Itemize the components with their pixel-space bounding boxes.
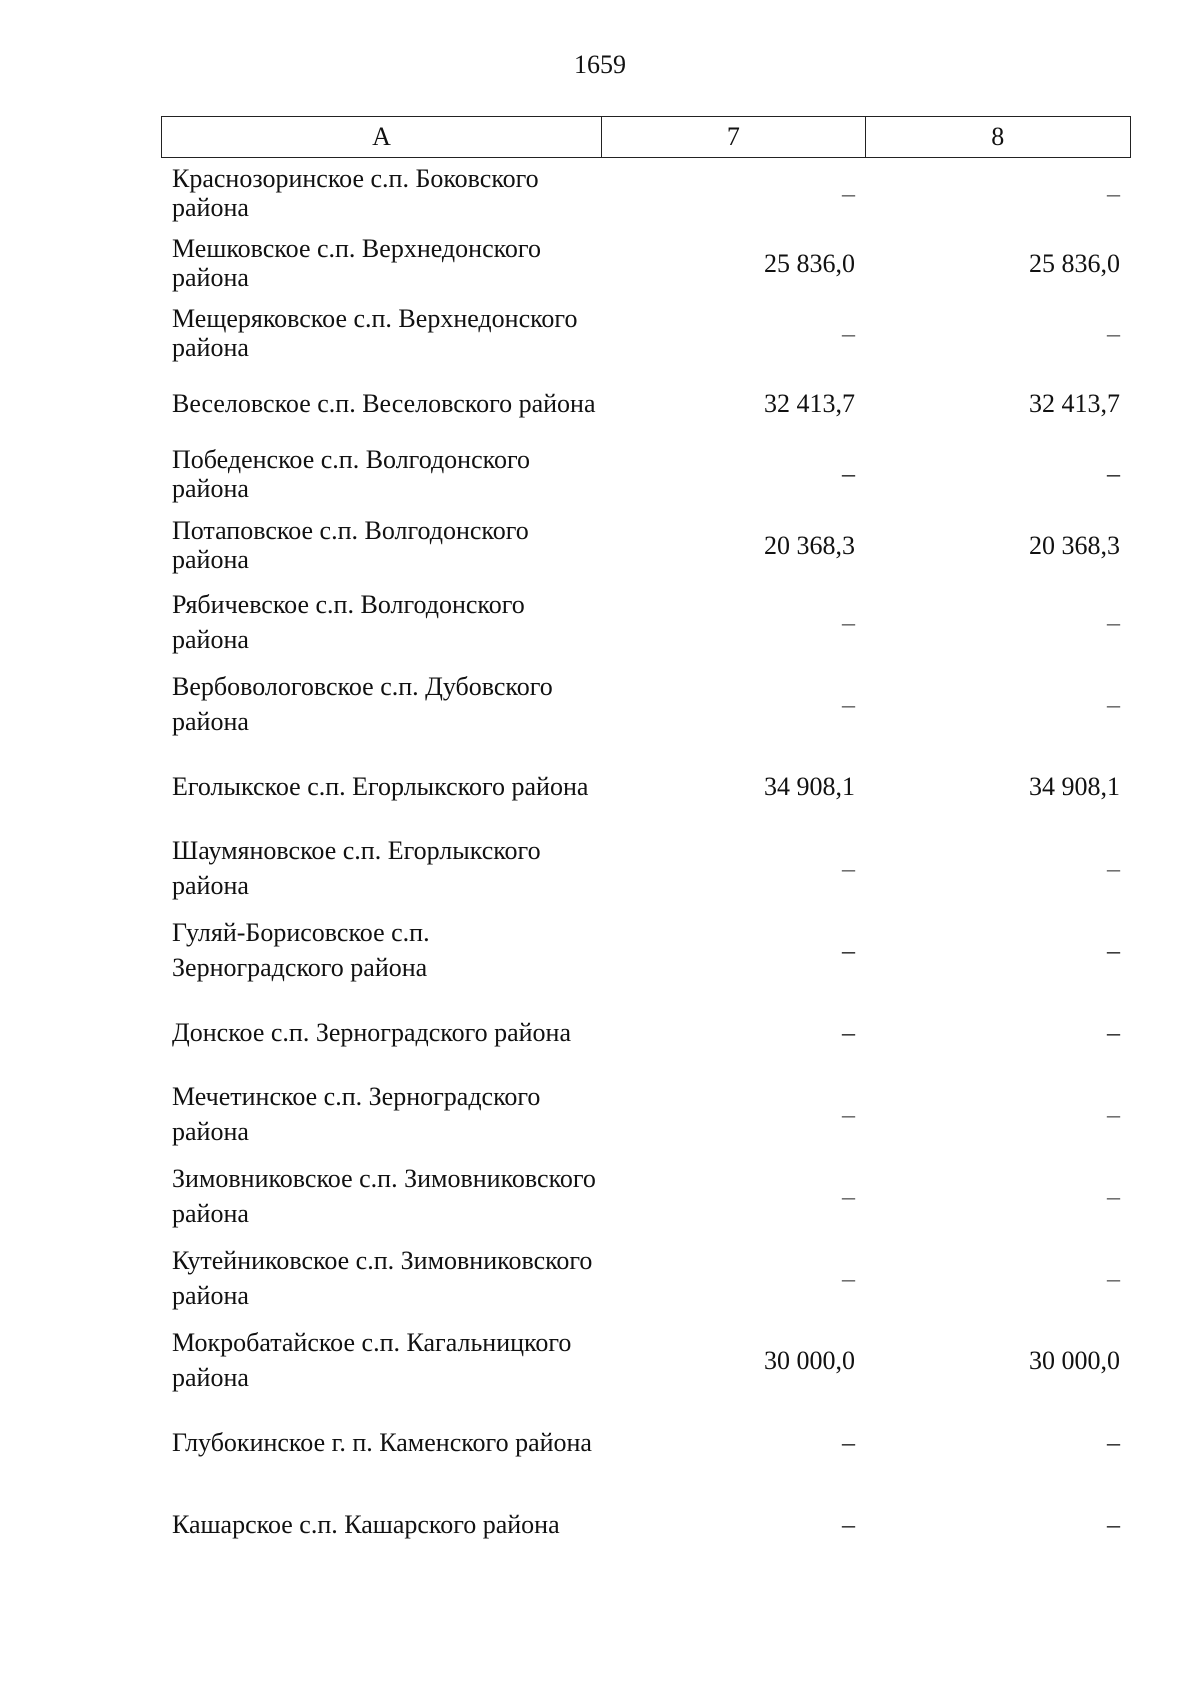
row-name: Веселовское с.п. Веселовского района bbox=[172, 388, 596, 418]
table-row bbox=[161, 663, 1131, 745]
row-value-8: 20 368,3 bbox=[1029, 530, 1120, 560]
row-value-8: – bbox=[1107, 1181, 1120, 1211]
row-name: Донское с.п. Зерноградского района bbox=[172, 1017, 572, 1047]
table-row bbox=[161, 745, 1131, 827]
row-value-7: 34 908,1 bbox=[764, 771, 855, 801]
row-name: Потаповское с.п. Волгодонского района bbox=[172, 516, 529, 574]
row-value-8: – bbox=[1107, 1099, 1120, 1129]
table-row bbox=[161, 909, 1131, 991]
row-value-8: – bbox=[1107, 689, 1120, 719]
row-name: Еголыкское с.п. Егорлыкского района bbox=[172, 771, 589, 801]
row-value-8: 34 908,1 bbox=[1029, 771, 1120, 801]
row-name: Краснозоринское с.п. Боковского района bbox=[172, 164, 539, 222]
table-row bbox=[161, 368, 1131, 438]
row-value-7: – bbox=[842, 1099, 855, 1129]
row-value-8: – bbox=[1107, 1509, 1120, 1539]
row-value-8: – bbox=[1107, 1263, 1120, 1293]
row-name: Мещеряковское с.п. Верхнедонского района bbox=[172, 304, 578, 362]
row-name: Кашарское с.п. Кашарского района bbox=[172, 1509, 560, 1539]
table-row bbox=[161, 1319, 1131, 1401]
row-name: Глубокинское г. п. Каменского района bbox=[172, 1427, 592, 1457]
row-value-7: – bbox=[842, 935, 855, 965]
row-name: Рябичевское с.п. Волгодонского района bbox=[172, 590, 525, 654]
table-row bbox=[161, 298, 1131, 368]
row-name: Вербовологовское с.п. Дубовского района bbox=[172, 672, 553, 736]
row-value-7: 32 413,7 bbox=[764, 388, 855, 418]
row-value-8: – bbox=[1107, 1017, 1120, 1047]
row-name: Мешковское с.п. Верхнедонского района bbox=[172, 234, 541, 292]
row-value-7: – bbox=[842, 1181, 855, 1211]
page-number: 1659 bbox=[574, 50, 626, 79]
row-name: Мокробатайское с.п. Кагальницкого района bbox=[172, 1328, 572, 1392]
table-body bbox=[161, 158, 1131, 1565]
row-value-8: – bbox=[1107, 935, 1120, 965]
table-row bbox=[161, 1155, 1131, 1237]
row-value-8: 30 000,0 bbox=[1029, 1345, 1120, 1375]
table-row bbox=[161, 228, 1131, 298]
row-name: Шаумяновское с.п. Егорлыкского района bbox=[172, 836, 541, 900]
header-col-a: А bbox=[162, 117, 602, 157]
row-value-7: – bbox=[842, 853, 855, 883]
row-name: Мечетинское с.п. Зерноградского района bbox=[172, 1082, 541, 1146]
row-name: Победенское с.п. Волгодонского района bbox=[172, 444, 530, 503]
row-value-7: – bbox=[842, 1427, 855, 1457]
row-value-8: 25 836,0 bbox=[1029, 248, 1120, 278]
row-value-8: – bbox=[1107, 318, 1120, 348]
row-value-8: 32 413,7 bbox=[1029, 388, 1120, 418]
row-value-7: – bbox=[842, 1017, 855, 1047]
header-col-8: 8 bbox=[991, 122, 1005, 151]
table-header bbox=[161, 116, 1131, 158]
table-row bbox=[161, 158, 1131, 228]
row-value-8: – bbox=[1107, 459, 1120, 488]
table-row bbox=[161, 1073, 1131, 1155]
table-row bbox=[161, 991, 1131, 1073]
row-value-7: – bbox=[842, 178, 855, 208]
row-value-7: – bbox=[842, 318, 855, 348]
row-name: Зимовниковское с.п. Зимовниковского района bbox=[172, 1164, 596, 1228]
table-row bbox=[161, 1483, 1131, 1565]
row-value-7: – bbox=[842, 459, 855, 488]
row-value-7: – bbox=[842, 607, 855, 637]
row-name: Гуляй-Борисовское с.п. Зерноградского района bbox=[172, 918, 430, 982]
row-value-7: 20 368,3 bbox=[764, 530, 855, 560]
row-value-8: – bbox=[1107, 1427, 1120, 1457]
row-value-8: – bbox=[1107, 607, 1120, 637]
data-table bbox=[161, 116, 1131, 1565]
table-row bbox=[161, 438, 1131, 509]
row-value-7: – bbox=[842, 1263, 855, 1293]
table-row bbox=[161, 509, 1131, 581]
row-name: Кутейниковское с.п. Зимовниковского района bbox=[172, 1246, 593, 1310]
row-value-7: 25 836,0 bbox=[764, 248, 855, 278]
table-row bbox=[161, 581, 1131, 663]
row-value-7: – bbox=[842, 689, 855, 719]
row-value-7: 30 000,0 bbox=[764, 1345, 855, 1375]
header-col-7: 7 bbox=[602, 117, 865, 157]
table-row bbox=[161, 1401, 1131, 1483]
row-value-7: – bbox=[842, 1509, 855, 1539]
row-value-8: – bbox=[1107, 853, 1120, 883]
row-value-8: – bbox=[1107, 178, 1120, 208]
table-row bbox=[161, 827, 1131, 909]
table-row bbox=[161, 1237, 1131, 1319]
